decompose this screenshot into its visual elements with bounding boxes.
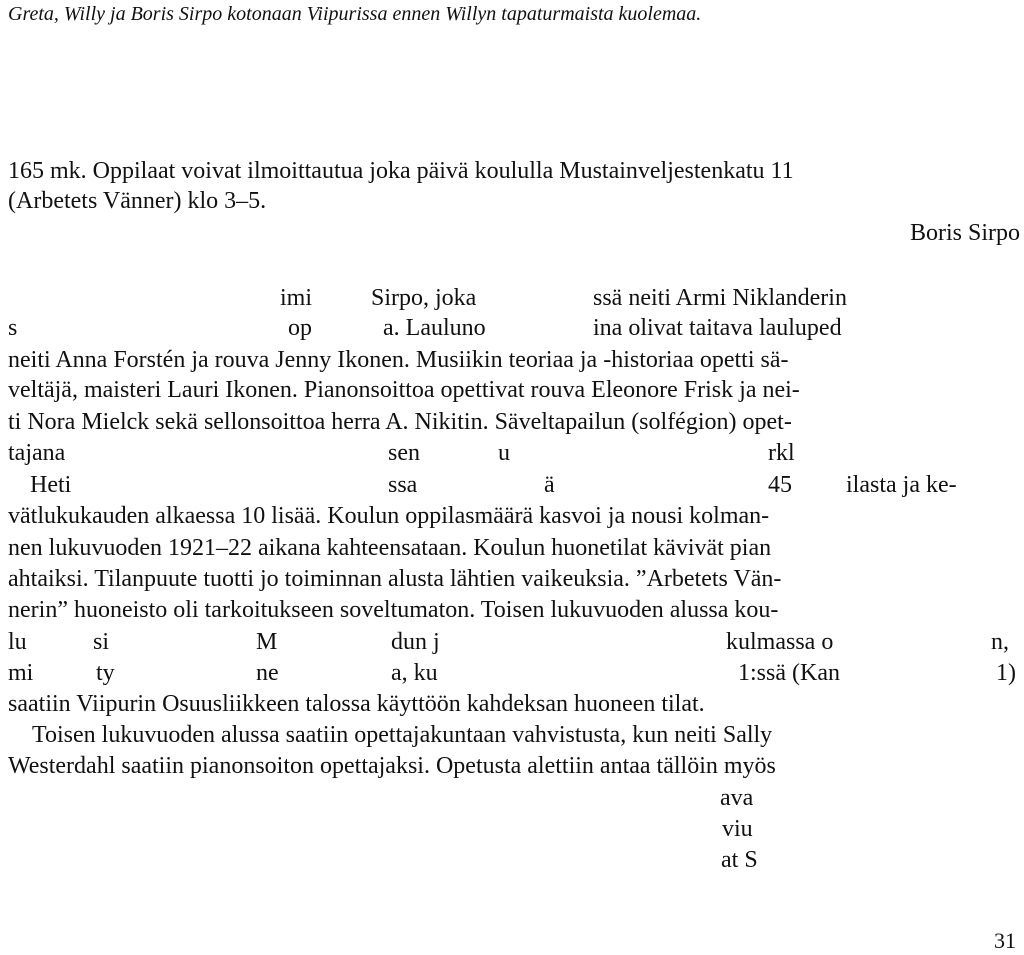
text-line: neiti Anna Forstén ja rouva Jenny Ikonen. Musiikin teoriaa ja -historiaa opetti sä- bbox=[8, 347, 789, 373]
text-fragment: lu bbox=[8, 629, 27, 655]
text-fragment: Sirpo, joka bbox=[371, 285, 477, 311]
text-fragment: dun j bbox=[391, 629, 440, 655]
text-line: nen lukuvuoden 1921–22 aikana kahteensataan. Koulun huonetilat kävivät pian bbox=[8, 535, 772, 561]
text-fragment: n, bbox=[991, 629, 1009, 655]
text-fragment: op bbox=[288, 315, 312, 341]
text-line-fragmented bbox=[8, 313, 1020, 343]
text-line: vätlukukauden alkaessa 10 lisää. Koulun oppilasmäärä kasvoi ja nousi kolman- bbox=[8, 503, 770, 529]
text-line: Toisen lukuvuoden alussa saatiin opettajakuntaan vahvistusta, kun neiti Sally bbox=[32, 722, 773, 748]
text-fragment: mi bbox=[8, 660, 34, 686]
text-line-fragment: ava bbox=[720, 785, 754, 811]
text-fragment: ilasta ja ke- bbox=[846, 472, 957, 498]
text-fragment: M bbox=[256, 629, 278, 655]
text-fragment: ne bbox=[256, 660, 279, 686]
signature: Boris Sirpo bbox=[909, 220, 1020, 246]
text-fragment: ina olivat taitava lauluped bbox=[593, 315, 842, 341]
text-line: Westerdahl saatiin pianonsoiton opettajaksi. Opetusta alettiin antaa tällöin myös bbox=[8, 753, 776, 779]
text-line-fragmented bbox=[8, 658, 1020, 688]
text-fragment: a, ku bbox=[391, 660, 438, 686]
text-fragment: rkl bbox=[768, 440, 795, 466]
text-line-fragmented bbox=[8, 470, 1020, 500]
text-fragment: ä bbox=[544, 472, 555, 498]
text-line: (Arbetets Vänner) klo 3–5. bbox=[8, 188, 267, 214]
text-fragment: 1) bbox=[996, 660, 1016, 686]
text-line: 165 mk. Oppilaat voivat ilmoittautua joka päivä koululla Mustainveljestenkatu 11 bbox=[8, 158, 794, 184]
text-line-fragmented bbox=[8, 627, 1020, 657]
text-line: veltäjä, maisteri Lauri Ikonen. Pianonsoittoa opettivat rouva Eleonore Frisk ja nei- bbox=[8, 377, 800, 403]
text-line: saatiin Viipurin Osuusliikkeen talossa käyttöön kahdeksan huoneen tilat. bbox=[8, 691, 705, 717]
text-fragment: s bbox=[8, 315, 18, 341]
text-fragment: u bbox=[498, 440, 510, 466]
text-line-fragment: viu bbox=[722, 816, 753, 842]
text-fragment: sen bbox=[388, 440, 420, 466]
photo-caption: Greta, Willy ja Boris Sirpo kotonaan Viipurissa ennen Willyn tapaturmaista kuolemaa. bbox=[8, 3, 702, 25]
text-fragment: Heti bbox=[30, 472, 72, 498]
text-fragment: si bbox=[93, 629, 110, 655]
text-line: ahtaiksi. Tilanpuute tuotti jo toiminnan alusta lähtien vaikeuksia. ”Arbetets Vän- bbox=[8, 566, 782, 592]
text-fragment: imi bbox=[280, 285, 313, 311]
text-line: ti Nora Mielck sekä sellonsoittoa herra A. Nikitin. Säveltapailun (solfégion) opet- bbox=[8, 409, 792, 435]
text-fragment: 1:ssä (Kan bbox=[738, 660, 840, 686]
text-line-fragment: at S bbox=[721, 847, 758, 873]
text-fragment: ty bbox=[96, 660, 115, 686]
text-fragment: kulmassa o bbox=[726, 629, 834, 655]
page-number: 31 bbox=[994, 928, 1016, 953]
text-fragment: tajana bbox=[8, 440, 66, 466]
text-fragment: a. Lauluno bbox=[383, 315, 486, 341]
text-fragment: 45 bbox=[768, 472, 792, 498]
text-fragment: ssä neiti Armi Niklanderin bbox=[593, 285, 847, 311]
text-fragment: ssa bbox=[388, 472, 418, 498]
text-line-fragmented bbox=[8, 438, 1020, 468]
text-line-fragmented bbox=[8, 283, 1020, 313]
text-line: nerin” huoneisto oli tarkoitukseen soveltumaton. Toisen lukuvuoden alussa kou- bbox=[8, 597, 779, 623]
